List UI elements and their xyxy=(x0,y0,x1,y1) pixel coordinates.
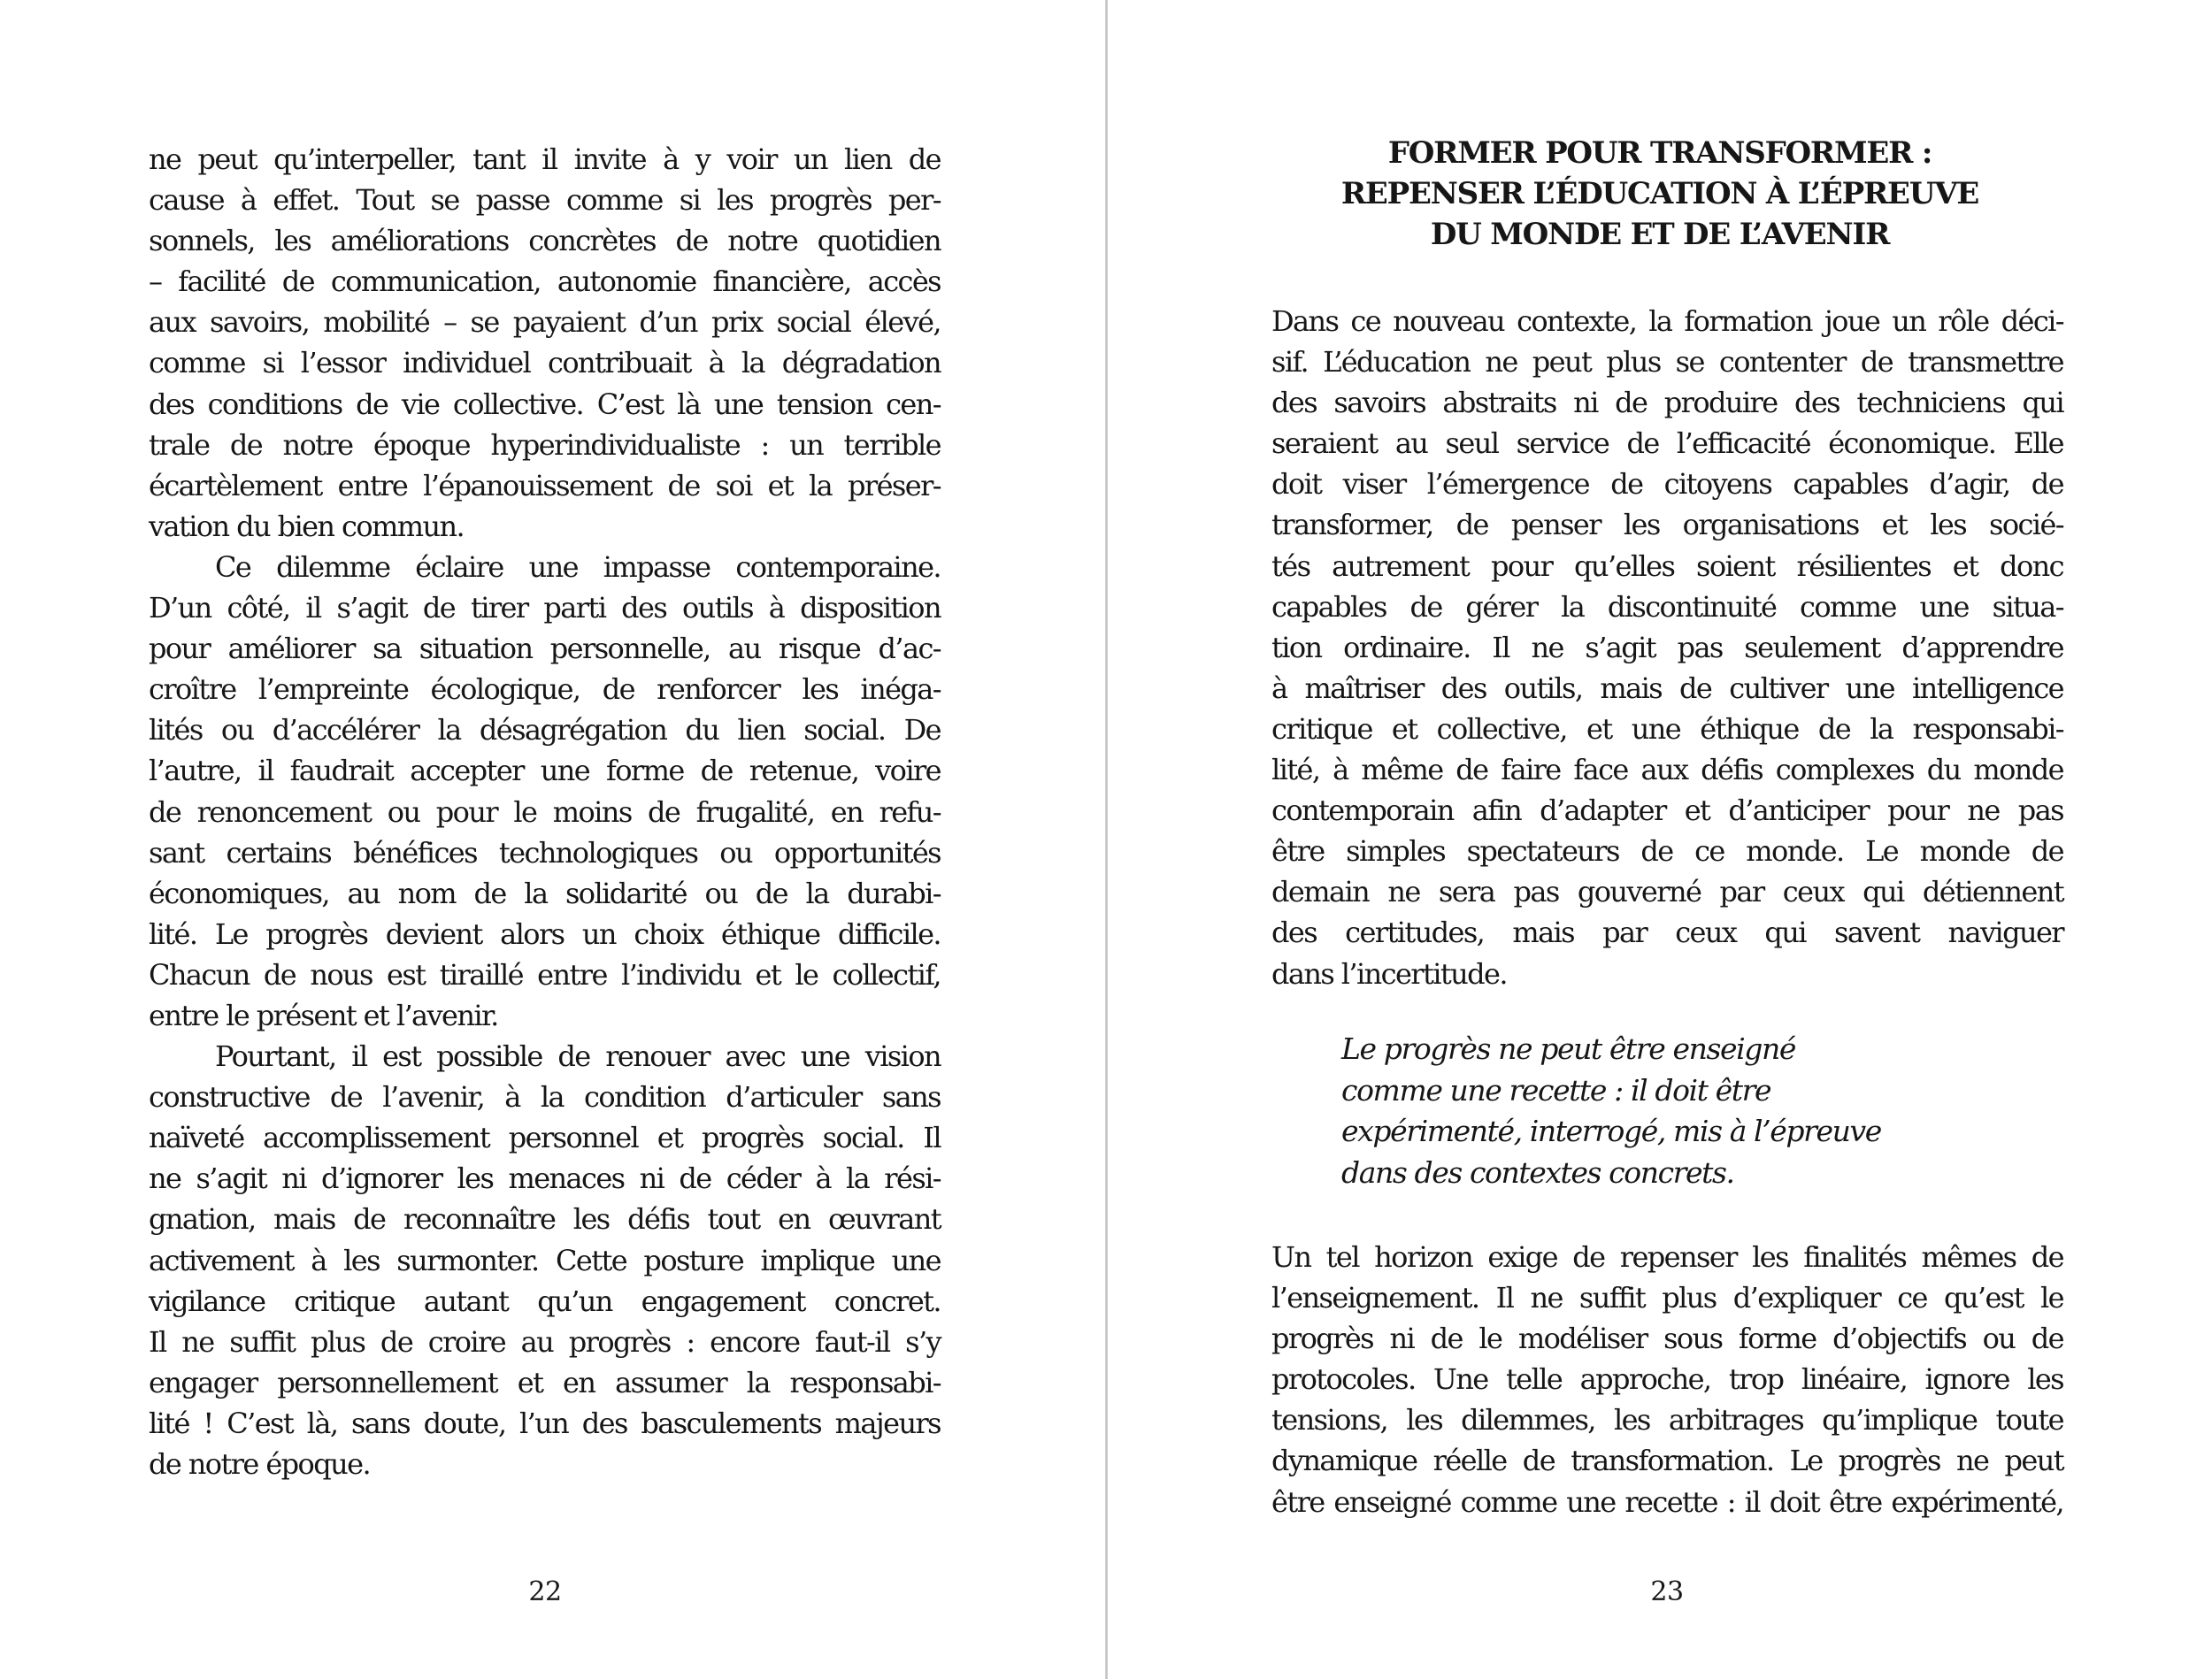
text-line: ne s’agit ni d’ignorer les menaces ni de céder à la rési- xyxy=(149,1162,941,1196)
heading-line: DU MONDE ET DE L’AVENIR xyxy=(1430,217,1890,252)
text-line: être enseigné comme une recette : il doit être expérimenté, xyxy=(1271,1484,2063,1519)
text-line: comme si l’essor individuel contribuait à la dégradation xyxy=(149,346,941,380)
text-line: lité ! C’est là, sans doute, l’un des basculements majeurs xyxy=(149,1406,941,1440)
text-line: sant certains bénéfices technologiques ou opportunités xyxy=(149,835,941,870)
text-line: à maîtriser des outils, mais de cultiver une intelligence xyxy=(1271,671,2063,705)
right-page xyxy=(1108,0,2212,1679)
page-number: 22 xyxy=(528,1576,562,1607)
text-line: de notre époque. xyxy=(149,1447,371,1481)
text-line: vigilance critique autant qu’un engagement concret. xyxy=(149,1284,941,1318)
paragraph-first-line: Ce dilemme éclaire une impasse contemporaine. xyxy=(215,549,941,584)
paragraph-first-line: Pourtant, il est possible de renouer avec une vision xyxy=(215,1039,941,1074)
text-line: seraient au seul service de l’efficacité économique. Elle xyxy=(1271,426,2063,461)
text-line: entre le présent et l’avenir. xyxy=(149,998,498,1032)
text-line: D’un côté, il s’agit de tirer parti des outils à disposition xyxy=(149,591,941,625)
text-line: activement à les surmonter. Cette posture implique une xyxy=(149,1243,941,1277)
text-line: critique et collective, et une éthique de la responsabi- xyxy=(1271,711,2063,746)
text-line: aux savoirs, mobilité – se payaient d’un prix social élevé, xyxy=(149,305,941,340)
text-line: lité, à même de faire face aux défis complexes du monde xyxy=(1271,753,2063,787)
text-line: lités ou d’accélérer la désagrégation du lien social. De xyxy=(149,713,941,748)
text-line: contemporain afin d’adapter et d’anticiper pour ne pas xyxy=(1271,794,2063,828)
text-line: pour améliorer sa situation personnelle, au risque d’ac- xyxy=(149,632,941,666)
text-line: trale de notre époque hyperindividualiste : un terrible xyxy=(149,427,941,462)
text-line: tensions, les dilemmes, les arbitrages qu’implique toute xyxy=(1271,1403,2063,1438)
text-line: tion ordinaire. Il ne s’agit pas seulement d’apprendre xyxy=(1271,630,2063,664)
text-line: être simples spectateurs de ce monde. Le monde de xyxy=(1271,834,2063,869)
text-line: Dans ce nouveau contexte, la formation joue un rôle déci- xyxy=(1271,304,2063,338)
quote-line: expérimenté, interrogé, mis à l’épreuve xyxy=(1341,1114,1881,1148)
quote-line: dans des contextes concrets. xyxy=(1341,1154,1734,1190)
text-line: croître l’empreinte écologique, de renforcer les inéga- xyxy=(149,672,941,707)
left-page-body xyxy=(149,139,941,1484)
text-line: gnation, mais de reconnaître les défis tout en œuvrant xyxy=(149,1202,941,1237)
heading-line: REPENSER L’ÉDUCATION À L’ÉPREUVE xyxy=(1340,176,1979,211)
text-line: l’autre, il faudrait accepter une forme de retenue, voire xyxy=(149,754,941,788)
text-line: ne peut qu’interpeller, tant il invite à y voir un lien de xyxy=(149,142,941,176)
quote-line: Le progrès ne peut être enseigné xyxy=(1341,1031,1795,1066)
text-line: de renoncement ou pour le moins de frugalité, en refu- xyxy=(149,794,941,829)
text-line: doit viser l’émergence de citoyens capables d’agir, de xyxy=(1271,467,2063,502)
text-line: constructive de l’avenir, à la condition d’articuler sans xyxy=(149,1080,941,1115)
text-line: des conditions de vie collective. C’est là une tension cen- xyxy=(149,387,941,421)
text-line: protocoles. Une telle approche, trop linéaire, ignore les xyxy=(1271,1362,2063,1397)
text-line: naïveté accomplissement personnel et progrès social. Il xyxy=(149,1121,941,1155)
text-line: demain ne sera pas gouverné par ceux qui détiennent xyxy=(1271,875,2063,909)
heading-line: FORMER POUR TRANSFORMER : xyxy=(1387,135,1932,171)
right-page-paragraph-2 xyxy=(1271,1237,2063,1522)
text-line: capables de gérer la discontinuité comme une situa- xyxy=(1271,589,2063,624)
text-line: sonnels, les améliorations concrètes de notre quotidien xyxy=(149,224,941,258)
text-line: lité. Le progrès devient alors un choix éthique difficile. xyxy=(149,916,941,951)
text-line: vation du bien commun. xyxy=(149,509,465,543)
text-line: écartèlement entre l’épanouissement de soi et la préser- xyxy=(149,468,941,502)
quote-line: comme une recette : il doit être xyxy=(1341,1072,1771,1108)
text-line: engager personnellement et en assumer la responsabi- xyxy=(149,1365,941,1399)
left-page xyxy=(0,0,1105,1679)
text-line: – facilité de communication, autonomie financière, accès xyxy=(149,264,941,299)
text-line: Il ne suffit plus de croire au progrès : encore faut-il s’y xyxy=(149,1324,941,1359)
text-line: sif. L’éducation ne peut plus se contenter de transmettre xyxy=(1271,345,2063,380)
text-line: des savoirs abstraits ni de produire des techniciens qui xyxy=(1271,386,2063,420)
text-line: cause à effet. Tout se passe comme si les progrès per- xyxy=(149,183,941,218)
chapter-heading xyxy=(1108,133,2212,255)
text-line: Un tel horizon exige de repenser les finalités mêmes de xyxy=(1271,1240,2063,1274)
text-line: l’enseignement. Il ne suffit plus d’expliquer ce qu’est le xyxy=(1271,1281,2063,1315)
pull-quote xyxy=(1341,1029,2014,1193)
text-line: tés autrement pour qu’elles soient résilientes et donc xyxy=(1271,548,2063,583)
text-line: Chacun de nous est tiraillé entre l’individu et le collectif, xyxy=(149,957,941,992)
right-page-paragraph-1 xyxy=(1271,301,2063,994)
text-line: dans l’incertitude. xyxy=(1271,956,1507,991)
text-line: progrès ni de le modéliser sous forme d’objectifs ou de xyxy=(1271,1322,2063,1356)
text-line: économiques, au nom de la solidarité ou de la durabi- xyxy=(149,876,941,910)
text-line: transformer, de penser les organisations et les socié- xyxy=(1271,508,2063,542)
page-number: 23 xyxy=(1650,1576,1684,1607)
text-line: des certitudes, mais par ceux qui savent naviguer xyxy=(1271,916,2063,950)
text-line: dynamique réelle de transformation. Le progrès ne peut xyxy=(1271,1444,2063,1478)
